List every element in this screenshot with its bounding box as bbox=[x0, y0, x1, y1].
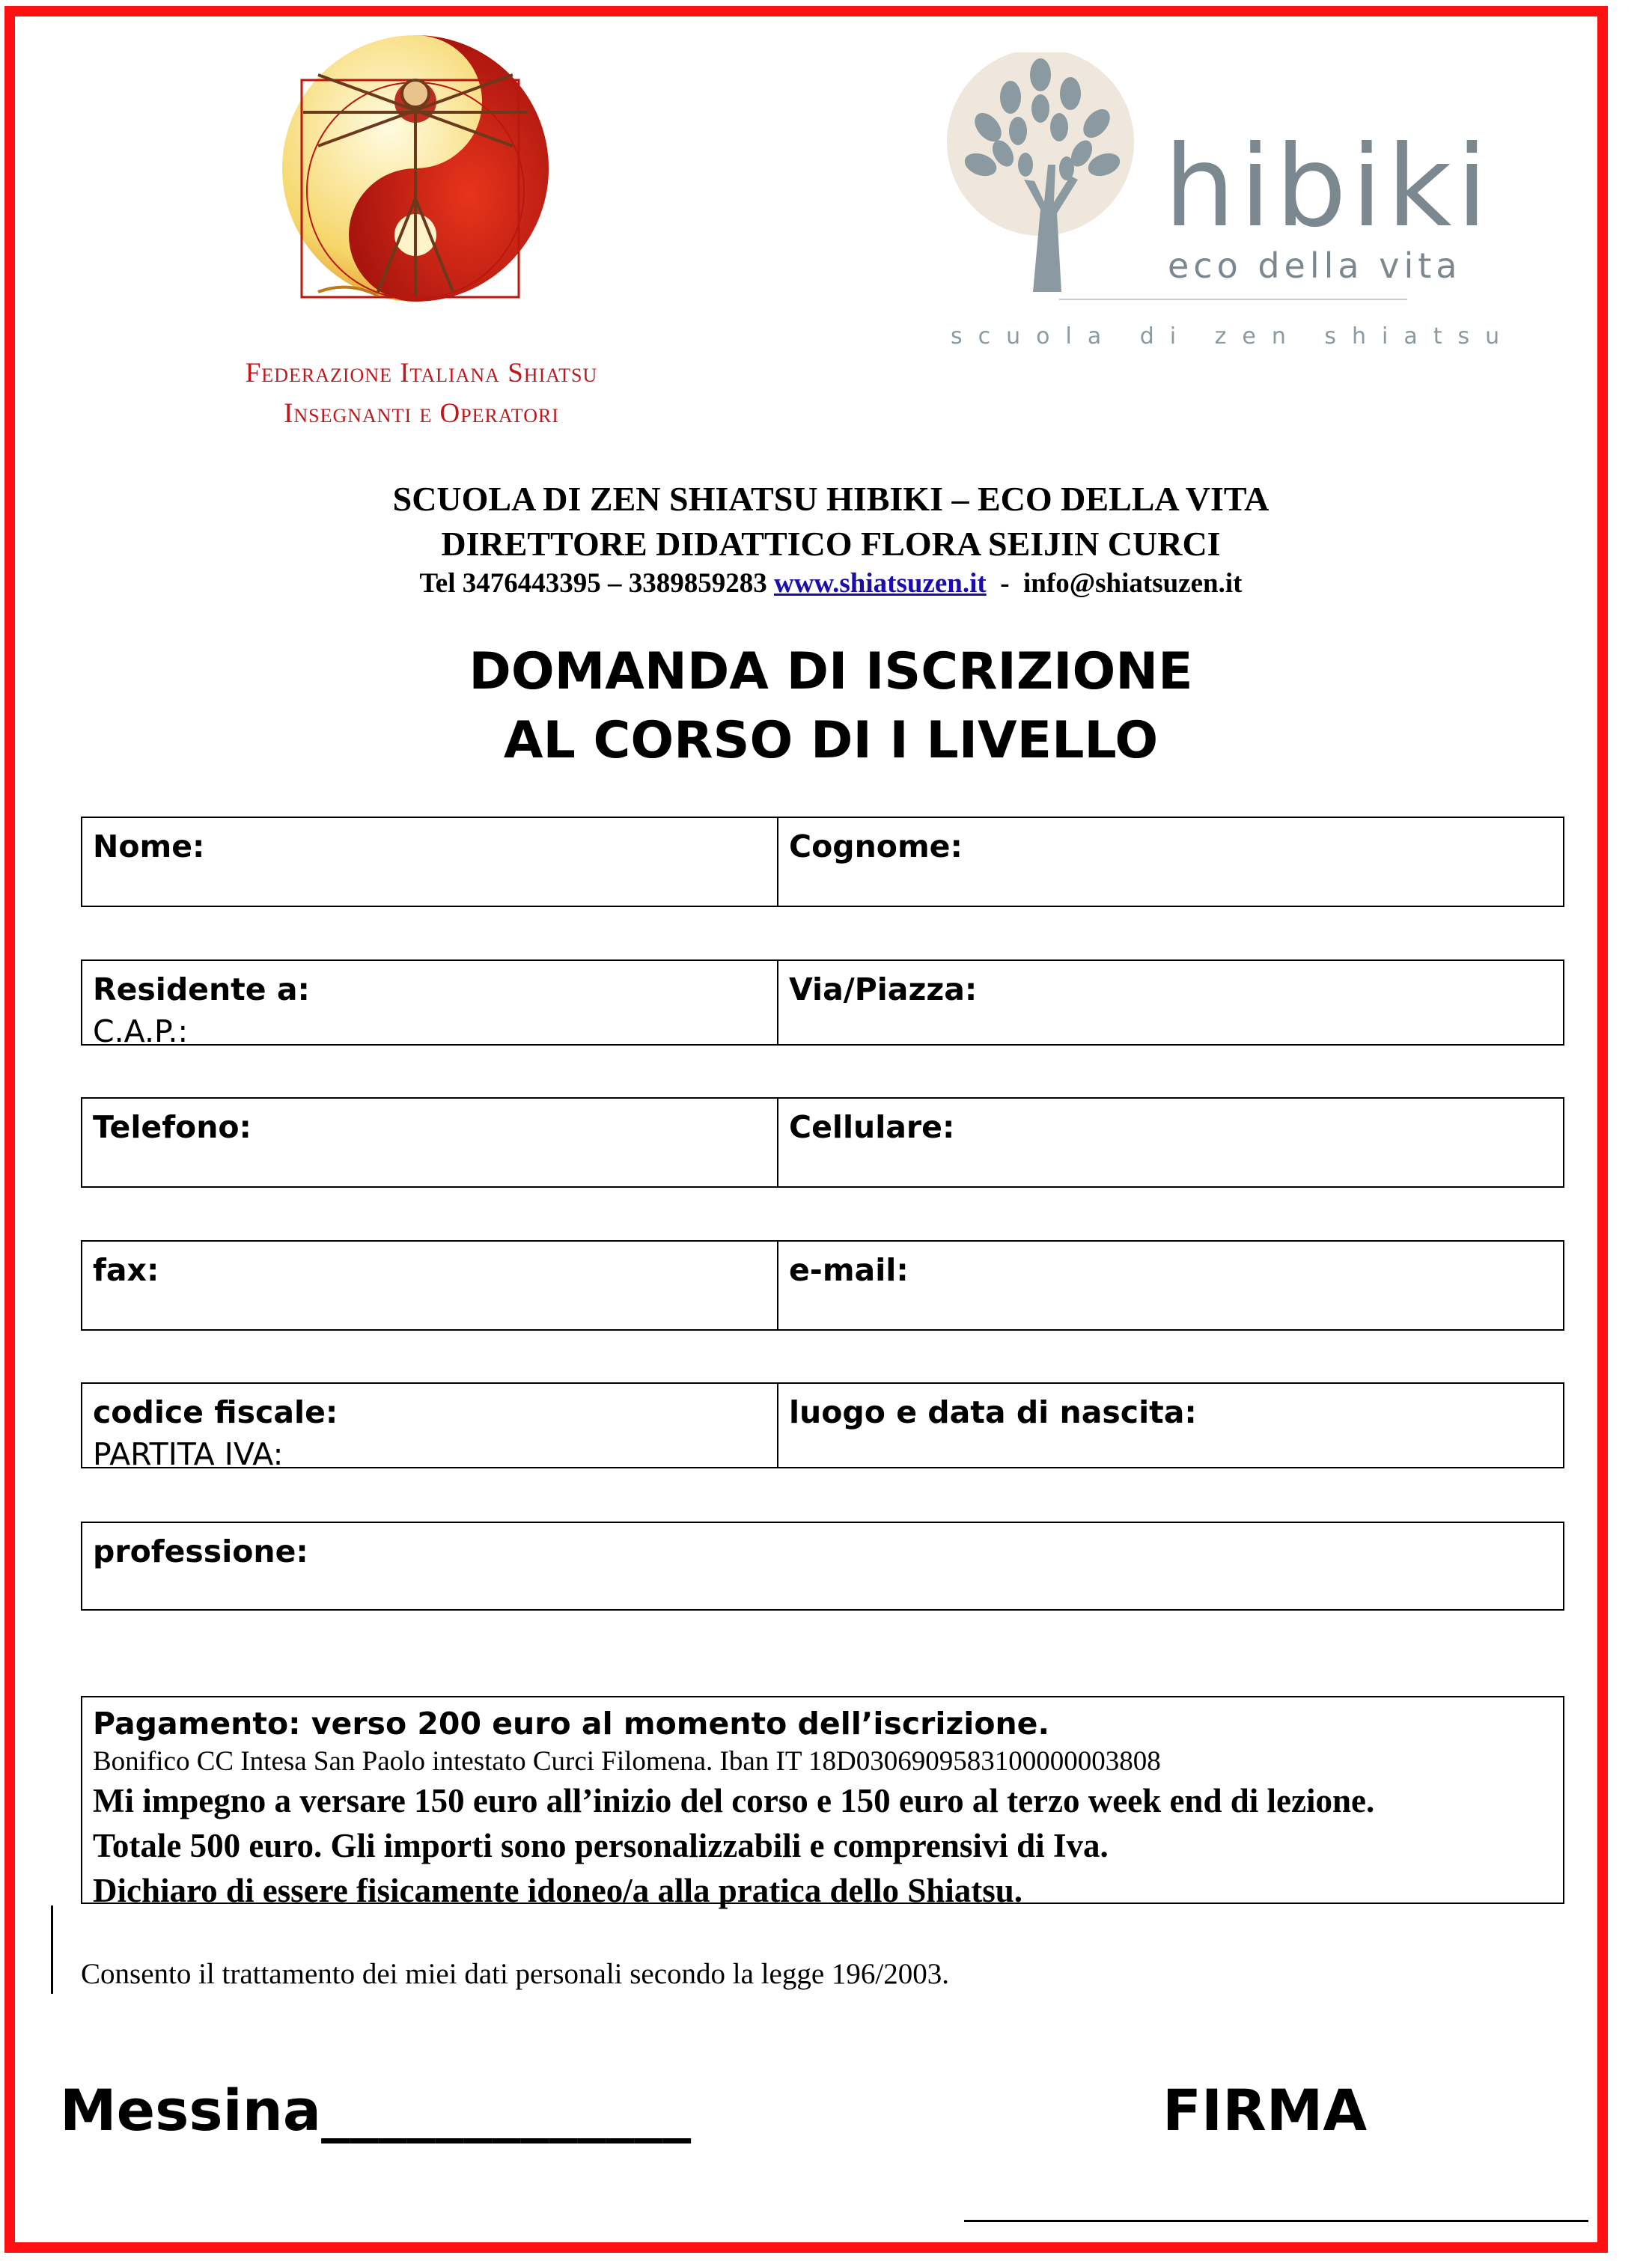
via-field[interactable] bbox=[778, 961, 1563, 1044]
phone-numbers: Tel 3476443395 – 3389859283 bbox=[419, 568, 767, 599]
hibiki-name: hibiki bbox=[1164, 122, 1493, 252]
payment-total: Totale 500 euro. Gli importi sono personalizzabili e comprensivi di Iva. bbox=[93, 1827, 1109, 1864]
place-date-field[interactable]: Messina_____________ bbox=[60, 2077, 692, 2143]
payment-bank-details: Bonifico CC Intesa San Paolo intestato Curci Filomena. Iban IT 18D0306909583100000003808 bbox=[93, 1746, 1161, 1777]
hibiki-logo bbox=[936, 52, 1534, 367]
fisi-caption-line2: Insegnanti e Operatori bbox=[284, 398, 559, 429]
luogo-data-label: luogo e data di nascita: bbox=[789, 1394, 1197, 1430]
form-title-line1: DOMANDA DI ISCRIZIONE bbox=[469, 642, 1193, 701]
cellulare-field[interactable] bbox=[778, 1099, 1563, 1186]
codice-fiscale-field[interactable] bbox=[82, 1384, 778, 1472]
row-telefono bbox=[81, 1097, 1564, 1188]
nome-label: Nome: bbox=[93, 829, 205, 864]
telefono-field[interactable] bbox=[82, 1099, 778, 1186]
partita-iva-label: PARTITA IVA: bbox=[93, 1436, 284, 1472]
fisi-logo bbox=[273, 34, 558, 311]
payment-commitment: Mi impegno a versare 150 euro all’inizio del corso e 150 euro al terzo week end di lezione. bbox=[93, 1782, 1375, 1819]
contact-line bbox=[82, 567, 1579, 599]
via-label: Via/Piazza: bbox=[789, 971, 978, 1007]
professione-label: professione: bbox=[93, 1534, 308, 1569]
nome-field[interactable] bbox=[82, 818, 778, 906]
cognome-field[interactable] bbox=[778, 818, 1563, 906]
professione-field[interactable] bbox=[82, 1523, 1563, 1609]
residente-field[interactable] bbox=[82, 961, 778, 1049]
cellulare-label: Cellulare: bbox=[789, 1109, 955, 1145]
fitness-declaration: Dichiaro di essere fisicamente idoneo/a alla pratica dello Shiatsu. bbox=[93, 1872, 1023, 1909]
payment-box bbox=[81, 1696, 1564, 1909]
margin-mark bbox=[51, 1905, 53, 1994]
email-label: e-mail: bbox=[789, 1252, 909, 1288]
signature-label: FIRMA bbox=[1162, 2077, 1368, 2143]
luogo-data-field[interactable] bbox=[778, 1384, 1563, 1467]
form-title-line2: AL CORSO DI I LIVELLO bbox=[503, 711, 1159, 770]
hibiki-tagline: eco della vita bbox=[1168, 245, 1462, 286]
fisi-caption bbox=[212, 353, 631, 434]
cap-label: C.A.P.: bbox=[93, 1013, 189, 1049]
fax-field[interactable] bbox=[82, 1242, 778, 1329]
contact-separator: - bbox=[1000, 568, 1010, 599]
row-nome-cognome bbox=[81, 817, 1564, 907]
website-link[interactable]: www.shiatsuzen.it bbox=[774, 568, 987, 599]
director-name: DIRETTORE DIDATTICO FLORA SEIJIN CURCI bbox=[441, 525, 1221, 563]
contact-email[interactable]: info@shiatsuzen.it bbox=[1023, 568, 1243, 599]
privacy-consent: Consento il trattamento dei miei dati personali secondo la legge 196/2003. bbox=[81, 1958, 949, 1990]
fax-label: fax: bbox=[93, 1252, 159, 1288]
row-professione bbox=[81, 1522, 1564, 1611]
codice-fiscale-label: codice fiscale: bbox=[93, 1394, 338, 1430]
row-residenza bbox=[81, 959, 1564, 1049]
cognome-label: Cognome: bbox=[789, 829, 963, 864]
fisi-caption-line1: Federazione Italiana Shiatsu bbox=[245, 358, 598, 388]
payment-deposit: Pagamento: verso 200 euro al momento dell’iscrizione. bbox=[93, 1706, 1050, 1742]
residente-label: Residente a: bbox=[93, 971, 310, 1007]
row-fax-email bbox=[81, 1240, 1564, 1331]
row-codice-fiscale bbox=[81, 1382, 1564, 1472]
hibiki-school: scuola di zen shiatsu bbox=[951, 323, 1516, 350]
school-name: SCUOLA DI ZEN SHIATSU HIBIKI – ECO DELLA VITA bbox=[392, 480, 1270, 518]
telefono-label: Telefono: bbox=[93, 1109, 252, 1145]
email-field[interactable] bbox=[778, 1242, 1563, 1329]
signature-line[interactable] bbox=[964, 2220, 1588, 2222]
